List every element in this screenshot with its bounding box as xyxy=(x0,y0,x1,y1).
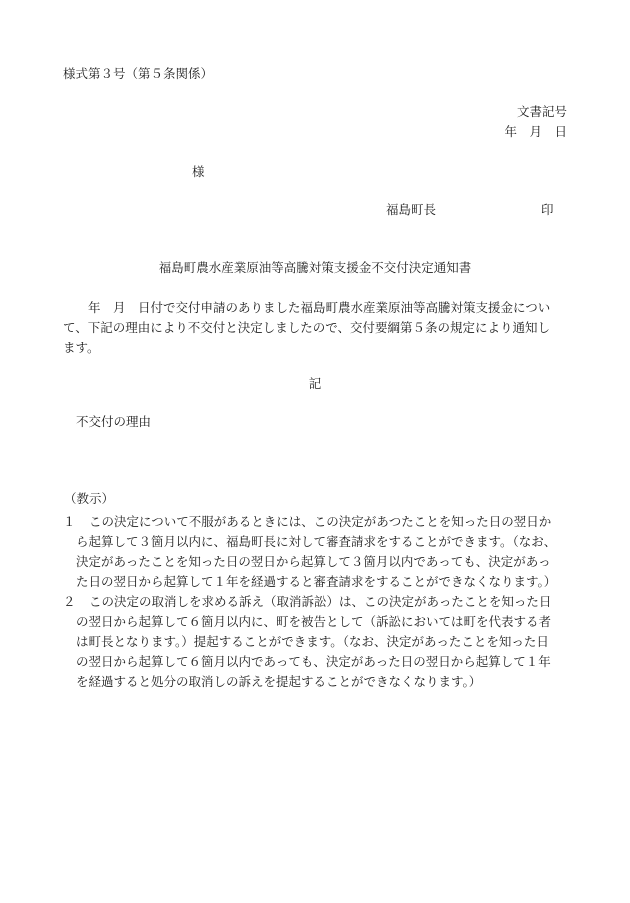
notice-item-text: を経過すると処分の取消しの訴えを提起することができなくなります。） xyxy=(76,674,482,689)
notice-item-text: この決定の取消しを求める訴え（取消訴訟）は、この決定があったことを知った日 xyxy=(89,594,552,609)
notice-item-text: の翌日から起算して６箇月以内に、町を被告として（訴訟においては町を代表する者 xyxy=(76,614,552,629)
notice-list xyxy=(63,512,573,692)
body-line: て、下記の理由により不交付と決定しましたので、交付要綱第５条の規定により通知し xyxy=(63,320,551,335)
notice-item-number: ２ xyxy=(63,594,76,609)
notice-item-text: 決定があったことを知った日の翌日から起算して３箇月以内であっても、決定があっ xyxy=(76,554,551,569)
document-code: 文書記号 xyxy=(516,104,567,119)
document-title: 福島町農水産業原油等高騰対策支援金不交付決定通知書 xyxy=(158,260,472,275)
issue-date: 年 月 日 xyxy=(504,124,567,139)
body-line: 年 月 日付で交付申請のありました福島町農水産業原油等高騰対策支援金につい xyxy=(63,300,551,315)
notice-item-text: この決定について不服があるときには、この決定があつたことを知った日の翌日か xyxy=(89,514,552,529)
issuer-name: 福島町長 xyxy=(386,202,437,217)
notice-item-text: の翌日から起算して６箇月以内であっても、決定があった日の翌日から起算して１年 xyxy=(76,654,551,669)
notice-item-text: は町長となります。）提起することができます。（なお、決定があったことを知った日 xyxy=(76,634,549,649)
notice-item-number: １ xyxy=(63,514,76,529)
body-paragraph xyxy=(63,298,568,358)
reason-label: 不交付の理由 xyxy=(76,414,152,429)
notice-item-text: ら起算して３箇月以内に、福島町長に対して審査請求をすることができます。（なお、 xyxy=(76,534,557,549)
form-number: 様式第３号（第５条関係） xyxy=(63,66,214,81)
addressee-suffix: 様 xyxy=(192,164,205,179)
body-line: ます。 xyxy=(63,340,100,355)
notice-item xyxy=(63,592,573,692)
notice-item xyxy=(63,512,573,592)
notice-heading: （教示） xyxy=(64,491,115,506)
notice-item-text: た日の翌日から起算して１年を経過すると審査請求をすることができなくなります。） xyxy=(76,574,557,589)
ki-heading: 記 xyxy=(308,376,322,391)
seal-mark: 印 xyxy=(541,202,554,217)
